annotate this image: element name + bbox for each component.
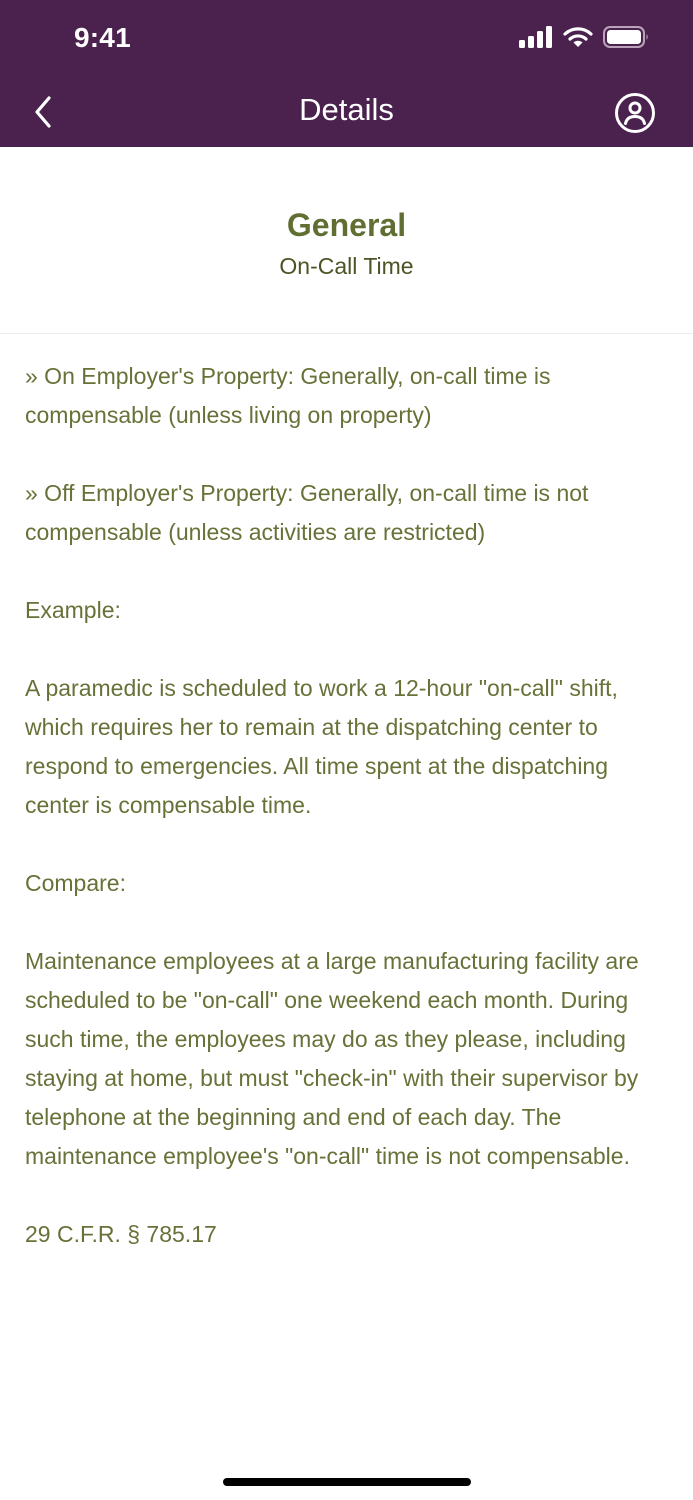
status-icons bbox=[519, 26, 649, 53]
compare-label: Compare: bbox=[25, 870, 126, 896]
user-circle-icon bbox=[614, 92, 656, 134]
off-property-rule: » Off Employer's Property: Generally, on-call time is not compensable (unless activities are restricted) bbox=[25, 480, 589, 545]
example-label: Example: bbox=[25, 597, 121, 623]
example-text: A paramedic is scheduled to work a 12-hour "on-call" shift, which requires her to remain at the dispatching center to respond to emergencies. All time spent at the dispatching center is compensable time. bbox=[25, 675, 618, 818]
detail-content bbox=[25, 357, 670, 1293]
status-time: 9:41 bbox=[74, 22, 131, 53]
top-bar bbox=[0, 0, 693, 147]
battery-icon bbox=[603, 26, 649, 53]
signal-icon bbox=[519, 26, 553, 53]
page-title: Details bbox=[299, 92, 394, 127]
home-indicator[interactable] bbox=[223, 1478, 471, 1486]
compare-text: Maintenance employees at a large manufacturing facility are scheduled to be "on-call" one weekend each month. During such time, the employees may do as they please, including staying at home, but must "check-in" with their supervisor by telephone at the beginning and end of each day. The maintenance employee's "on-call" time is not compensable. bbox=[25, 948, 639, 1169]
on-property-rule: » On Employer's Property: Generally, on-call time is compensable (unless living on property) bbox=[25, 363, 551, 428]
section-subtitle: On-Call Time bbox=[279, 253, 414, 279]
citation: 29 C.F.R. § 785.17 bbox=[25, 1221, 217, 1247]
section-header bbox=[0, 147, 693, 334]
wifi-icon bbox=[563, 26, 593, 53]
section-title: General bbox=[286, 207, 407, 243]
profile-button[interactable] bbox=[614, 92, 656, 134]
